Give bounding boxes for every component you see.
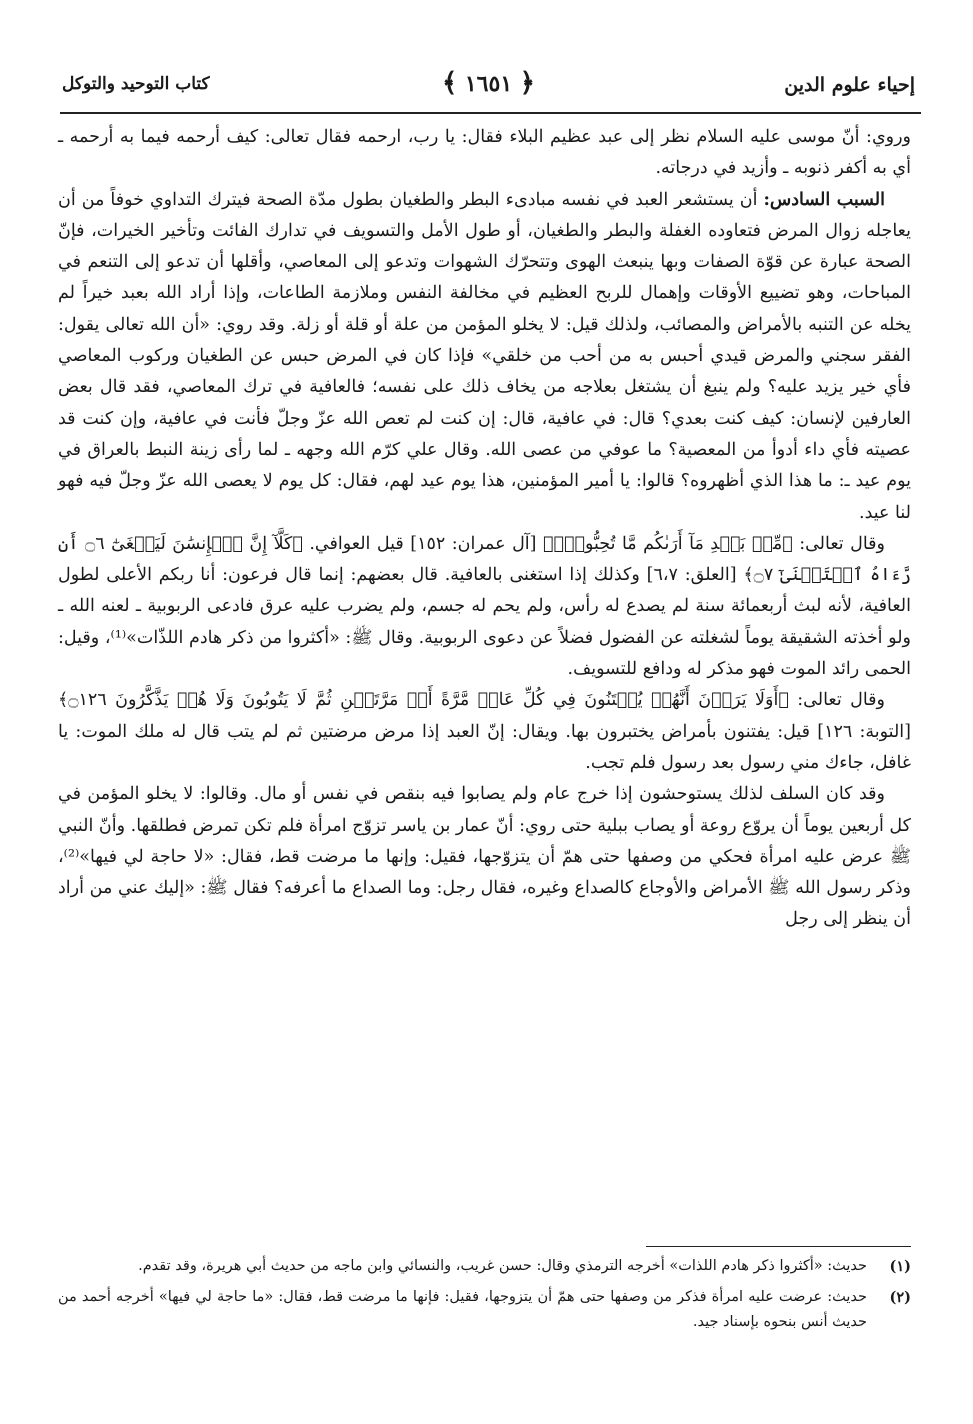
header-divider [60,112,921,114]
footnote-2 [58,1285,911,1335]
footnote-number: (٢) [889,1289,911,1306]
paragraph-2-text: أن يستشعر العبد في نفسه مبادىء البطر والطغيان بطول مدّة الصحة فيترك التداوي خوفاً من أن يعاجله زوال المرض فتعاوده الغفلة والبطر والطغيان، أو طول الأمل والتسويف في تدارك الفائت وتأخير الخيرات، فإنّ الصحة عبارة عن قوّة الصفات وبها ينبعث الهوى وتتحرّك الشهوات وتدعو إلى المعاصي، وأقلها أن تدعو إلى التنعم في المباحات، وهو تضييع الأوقات وإهمال للربح العظيم في مخالفة النفس وملازمة الطاعات، وإذا أراد الله بعبد خيراً لم يخله عن التنبه بالأمراض والمصائب، ولذلك قيل: لا يخلو المؤمن من علة أو قلة أو زلة. وقد روي: «أن الله تعالى يقول: الفقر سجني والمرض قيدي أحبس به من أحب من خلقي» فإذا كان في المرض حبس عن الطغيان وركوب المعاصي فأي خير يزيد عليه؟ ولم ينبغ أن يشتغل بعلاجه من يخاف ذلك على نفسه؛ فالعافية في ترك المعاصي، فقد قال بعض العارفين لإنسان: كيف كنت بعدي؟ قال: في عافية، قال: إن كنت لم تعص الله عزّ وجلّ فأنت في عافية، وإن كنت قد عصيته فأي داء أدوأ من المعصية؟ ما عوفي من عصى الله. وقال علي كرّم الله وجهه ـ لما رأى زينة النبط بالعراق في يوم عيد ـ: ما هذا الذي أظهروه؟ قالوا: يا أمير المؤمنين، هذا يوم عيد لهم، فقال: كل يوم لا يعصى الله عزّ وجلّ فيه فهو لنا عيد. [58,189,911,523]
ornament-right: ﴿ [519,68,536,98]
paragraph-5: وقد كان السلف لذلك يستوحشون إذا خرج عام ولم يصابوا فيه بنقص في نفس أو مال. وقالوا: لا يخلو المؤمن في كل أربعين يوماً أن يروّع روعة أو يصاب ببلية حتى روي: أنّ عمار بن ياسر تزوّج امرأة فلم تكن تمرض فطلقها. وأنّ النبي ﷺ عرض عليه امرأة فحكي من وصفها حتى همّ أن يتزوّجها، فقيل: وإنها ما مرضت قط، فقال: «لا حاجة لي فيها»⁽²⁾، وذكر رسول الله ﷺ الأمراض والأوجاع كالصداع وغيره، فقال رجل: وما الصداع ما أعرفه؟ فقال ﷺ: «إليك عني من أراد أن ينظر إلى رجل [58,784,911,930]
footnotes [58,1254,911,1341]
section-heading: السبب السادس: [763,189,885,210]
paragraph-3: وقال تعالى: ﴿مِّنۢ بَعۡدِ مَآ أَرَىٰكُم مَّا تُحِبُّونَۚ﴾ [آل عمران: ١٥٢] قيل العوافي. ﴿كَلَّآ إِنَّ ٱلۡإِنسَٰنَ لَيَطۡغَىٰٓ ۝٦ أَن رَّءَاهُ ٱسۡتَغۡنَىٰٓ ۝٧﴾ [العلق: ٦،٧] وكذلك إذا استغنى بالعافية. قال بعضهم: إنما قال فرعون: أنا ربكم الأعلى لطول العافية، لأنه لبث أربعمائة سنة لم يصدع له رأس، ولم يحم له جسم، ولم يضرب عليه عرق فادعى الربوبية ـ لعنه الله ـ ولو أخذته الشقيقة يوماً لشغلته عن الفضول فضلاً عن دعوى الربوبية. وقال ﷺ: «أكثروا من ذكر هادم اللذّات»⁽¹⁾، وقيل: الحمى رائد الموت فهو مذكر له ودافع للتسويف. [58,533,911,680]
footnote-1 [58,1254,911,1279]
footnote-text: حديث: «أكثروا ذكر هادم اللذات» أخرجه الترمذي وقال: حسن غريب، والنسائي وابن ماجه من حديث أبي هريرة، وقد تقدم. [138,1258,867,1274]
footnote-text: حديث: عرضت عليه امرأة فذكر من وصفها حتى همّ أن يتزوجها، فقيل: فإنها ما مرضت قط، فقال: «ما حاجة لي فيها» أخرجه أحمد من حديث أنس بنحوه بإسناد جيد. [58,1289,867,1330]
footnote-number: (١) [889,1258,911,1275]
main-text [58,122,911,936]
paragraph-2 [58,185,911,529]
chapter-title: كتاب التوحيد والتوكل [62,74,210,94]
paragraph-4: وقال تعالى: ﴿أَوَلَا يَرَوۡنَ أَنَّهُمۡ يُفۡتَنُونَ فِي كُلِّ عَامٖ مَّرَّةً أَوۡ مَرَّتَيۡنِ ثُمَّ لَا يَتُوبُونَ وَلَا هُمۡ يَذَّكَّرُونَ ۝١٢٦﴾ [التوبة: ١٢٦] قيل: يفتنون بأمراض يختبرون بها. ويقال: إنّ العبد إذا مرض مرضتين ثم لم يتب قال له ملك الموت: يا غافل، جاءك مني رسول بعد رسول فلم تجب. [58,690,911,773]
page-header [62,70,915,110]
paragraph-1: وروي: أنّ موسى عليه السلام نظر إلى عبد عظيم البلاء فقال: يا رب، ارحمه فقال تعالى: كيف أرحمه فيما به أرحمه ـ أي به أكفر ذنوبه ـ وأزيد في درجاته. [58,127,911,179]
footnote-divider [646,1246,911,1247]
page-number-group [442,68,535,98]
ornament-left: ﴾ [441,68,458,98]
page-number: ١٦٥١ [464,71,513,97]
book-title: إحياء علوم الدين [784,74,915,96]
